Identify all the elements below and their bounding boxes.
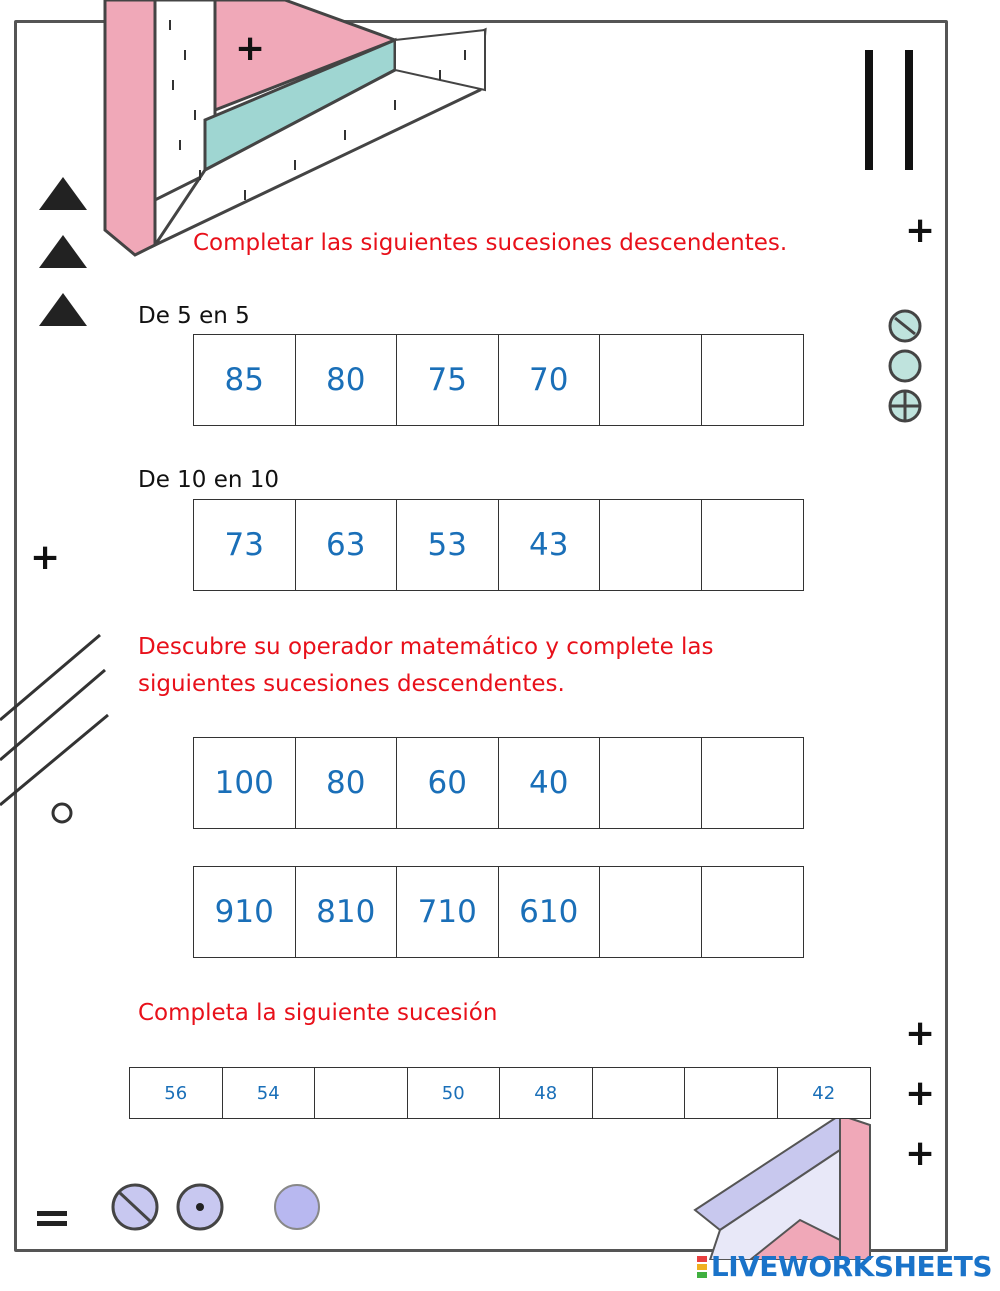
plus-icon: + (905, 1073, 936, 1114)
circles-decoration (882, 308, 932, 428)
impossible-triangle-bottom-decoration (690, 1110, 890, 1260)
sequence-cell: 100 (194, 738, 296, 828)
sequence-cell: 80 (296, 738, 398, 828)
answer-input-cell[interactable] (600, 867, 702, 957)
svg-text:+: + (235, 28, 266, 69)
diagonal-lines-decoration (0, 630, 110, 830)
sequence-row (193, 499, 804, 591)
answer-input-cell[interactable] (600, 500, 702, 590)
plus-icon: + (905, 1013, 936, 1054)
sequence-cell: 85 (194, 335, 296, 425)
answer-input-cell[interactable] (600, 335, 702, 425)
sequence-cell: 810 (296, 867, 398, 957)
sequence-cell: 73 (194, 500, 296, 590)
sequence-row (193, 866, 804, 958)
row-label: De 5 en 5 (138, 303, 250, 329)
sequence-cell: 70 (499, 335, 601, 425)
sequence-cell: 75 (397, 335, 499, 425)
sequence-cell: 60 (397, 738, 499, 828)
section2-heading-line1: Descubre su operador matemático y complete las (138, 634, 714, 660)
sequence-cell: 42 (778, 1068, 871, 1118)
liveworksheets-logo-icon (697, 1255, 707, 1279)
sequence-cell: 50 (408, 1068, 501, 1118)
sequence-cell: 40 (499, 738, 601, 828)
sequence-cell: 610 (499, 867, 601, 957)
answer-input-cell[interactable] (702, 867, 804, 957)
sequence-cell: 43 (499, 500, 601, 590)
answer-input-cell[interactable] (315, 1068, 408, 1118)
plus-icon: + (905, 1133, 936, 1174)
answer-input-cell[interactable] (600, 738, 702, 828)
double-bar-decoration (855, 45, 925, 175)
sequence-cell: 56 (130, 1068, 223, 1118)
sequence-cell: 910 (194, 867, 296, 957)
row-label: De 10 en 10 (138, 467, 280, 493)
section1-heading: Completar las siguientes sucesiones descendentes. (193, 230, 788, 256)
sequence-row (193, 334, 804, 426)
sequence-cell: 54 (223, 1068, 316, 1118)
sequence-row (193, 737, 804, 829)
sequence-cell: 63 (296, 500, 398, 590)
sequence-cell: 710 (397, 867, 499, 957)
section3-heading: Completa la siguiente sucesión (138, 1000, 498, 1026)
section2-heading-line2: siguientes sucesiones descendentes. (138, 671, 565, 697)
sequence-cell: 53 (397, 500, 499, 590)
plus-icon: + (905, 210, 936, 251)
plus-icon: + (30, 537, 61, 578)
liveworksheets-logo (697, 1250, 992, 1283)
sequence-cell: 80 (296, 335, 398, 425)
bottom-circles-decoration (35, 1175, 335, 1245)
answer-input-cell[interactable] (702, 738, 804, 828)
answer-input-cell[interactable] (685, 1068, 778, 1118)
brand-text: LIVEWORKSHEETS (710, 1250, 992, 1283)
triangles-decoration (35, 175, 95, 335)
answer-input-cell[interactable] (702, 500, 804, 590)
sequence-row-long (129, 1067, 871, 1119)
sequence-cell: 48 (500, 1068, 593, 1118)
answer-input-cell[interactable] (593, 1068, 686, 1118)
answer-input-cell[interactable] (702, 335, 804, 425)
impossible-triangle-top-decoration (95, 0, 495, 260)
